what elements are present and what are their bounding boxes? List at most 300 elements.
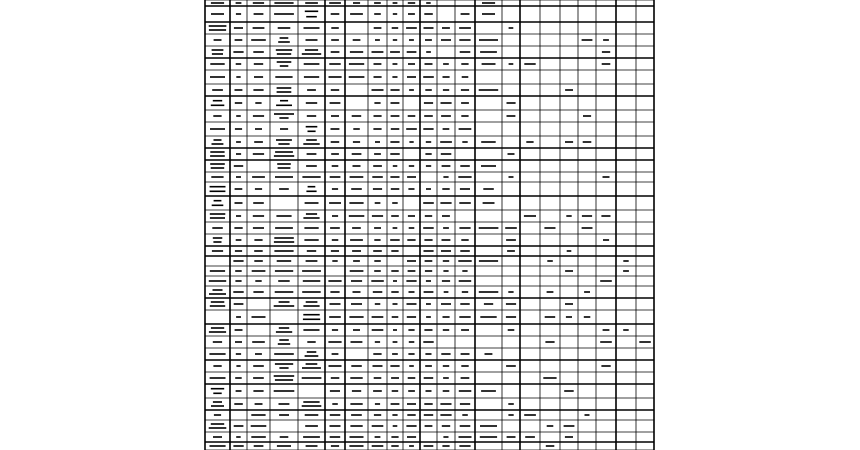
illegible-cell-text (306, 260, 318, 262)
illegible-cell-text (279, 367, 288, 369)
illegible-cell-text (442, 445, 449, 447)
illegible-cell-text (236, 436, 241, 438)
illegible-cell-text (564, 390, 574, 392)
illegible-cell-text (547, 260, 553, 262)
illegible-cell-text (409, 291, 415, 293)
illegible-cell-text (374, 13, 381, 15)
illegible-cell-text (461, 102, 469, 104)
illegible-cell-text (408, 63, 415, 65)
illegible-cell-text (350, 270, 364, 272)
illegible-cell-text (392, 390, 399, 392)
illegible-cell-text (305, 355, 319, 357)
illegible-cell-text (461, 365, 468, 367)
illegible-cell-text (407, 403, 416, 405)
illegible-cell-text (582, 215, 592, 217)
illegible-cell-text (307, 115, 316, 117)
illegible-cell-text (462, 141, 467, 143)
illegible-cell-text (235, 202, 243, 204)
illegible-cell-text (391, 89, 400, 91)
illegible-cell-text (582, 227, 593, 229)
illegible-cell-text (374, 227, 381, 229)
illegible-cell-text (392, 27, 399, 29)
illegible-cell-text (372, 176, 383, 178)
illegible-cell-text (308, 131, 316, 133)
illegible-cell-text (441, 153, 452, 155)
illegible-cell-text (507, 115, 516, 117)
illegible-cell-text (444, 291, 449, 293)
illegible-cell-text (392, 76, 397, 78)
illegible-cell-text (509, 176, 514, 178)
illegible-cell-text (233, 291, 243, 293)
illegible-cell-text (255, 353, 262, 355)
illegible-cell-text (391, 102, 400, 104)
illegible-cell-text (330, 425, 341, 427)
illegible-cell-text (210, 270, 225, 272)
illegible-cell-text (332, 165, 339, 167)
illegible-cell-text (353, 141, 360, 143)
illegible-cell-text (275, 291, 294, 293)
illegible-cell-text (459, 227, 470, 229)
illegible-cell-text (425, 353, 431, 355)
illegible-cell-text (461, 377, 470, 379)
illegible-cell-text (393, 165, 398, 167)
illegible-cell-text (350, 51, 363, 53)
illegible-cell-text (459, 280, 472, 282)
illegible-cell-text (307, 351, 317, 353)
illegible-cell-text (442, 27, 450, 29)
illegible-cell-text (302, 270, 321, 272)
illegible-cell-text (352, 250, 361, 252)
illegible-cell-text (508, 291, 513, 293)
illegible-cell-text (212, 143, 224, 145)
illegible-cell-text (509, 27, 514, 29)
illegible-cell-text (352, 153, 362, 155)
illegible-cell-text (352, 390, 361, 392)
illegible-cell-text (351, 365, 362, 367)
illegible-cell-text (443, 390, 450, 392)
illegible-cell-text (406, 280, 416, 282)
illegible-cell-text (507, 250, 515, 252)
illegible-cell-text (601, 215, 610, 217)
illegible-cell-text (353, 329, 360, 331)
illegible-cell-text (374, 76, 382, 78)
illegible-cell-text (442, 425, 450, 427)
illegible-cell-text (585, 414, 590, 416)
illegible-cell-text (426, 165, 431, 167)
illegible-cell-text (424, 329, 432, 331)
illegible-cell-text (443, 76, 450, 78)
illegible-cell-text (304, 63, 320, 65)
illegible-cell-text (214, 414, 221, 416)
illegible-cell-text (253, 215, 264, 217)
illegible-cell-text (407, 51, 417, 53)
illegible-cell-text (482, 63, 496, 65)
illegible-cell-text (254, 141, 263, 143)
illegible-cell-text (443, 260, 449, 262)
illegible-cell-text (479, 39, 498, 41)
illegible-cell-text (275, 176, 293, 178)
illegible-cell-text (278, 167, 291, 169)
illegible-cell-text (303, 436, 320, 438)
illegible-cell-text (210, 445, 226, 447)
illegible-cell-text (255, 128, 262, 130)
illegible-cell-text (459, 128, 472, 130)
illegible-cell-text (374, 27, 382, 29)
illegible-cell-text (305, 414, 319, 416)
illegible-cell-text (508, 403, 514, 405)
illegible-cell-text (254, 76, 263, 78)
illegible-cell-text (279, 403, 290, 405)
illegible-cell-text (375, 341, 380, 343)
illegible-cell-text (303, 143, 319, 145)
illegible-cell-text (462, 76, 469, 78)
illegible-cell-text (211, 327, 224, 329)
illegible-cell-text (390, 365, 399, 367)
illegible-cell-text (214, 139, 222, 141)
illegible-cell-text (441, 303, 451, 305)
illegible-cell-text (330, 414, 341, 416)
illegible-cell-text (391, 115, 400, 117)
illegible-cell-text (349, 215, 365, 217)
illegible-cell-text (352, 115, 362, 117)
illegible-cell-text (480, 51, 497, 53)
illegible-cell-text (306, 16, 317, 18)
illegible-cell-text (406, 128, 417, 130)
illegible-cell-text (331, 141, 340, 143)
illegible-cell-text (372, 51, 384, 53)
illegible-cell-text (425, 425, 433, 427)
illegible-cell-text (426, 188, 431, 190)
illegible-cell-text (332, 403, 338, 405)
illegible-cell-text (408, 13, 415, 15)
illegible-cell-text (279, 339, 289, 341)
illegible-cell-text (408, 329, 414, 331)
illegible-cell-text (505, 227, 517, 229)
illegible-cell-text (565, 436, 573, 438)
illegible-cell-text (212, 89, 223, 91)
illegible-cell-text (210, 377, 226, 379)
illegible-cell-text (234, 165, 243, 167)
illegible-cell-text (305, 2, 318, 4)
illegible-cell-text (276, 49, 292, 51)
illegible-cell-text (331, 250, 339, 252)
illegible-cell-text (391, 403, 400, 405)
illegible-cell-text (350, 176, 364, 178)
illegible-cell-text (392, 414, 397, 416)
illegible-cell-text (330, 227, 340, 229)
illegible-cell-text (255, 403, 263, 405)
illegible-cell-text (374, 377, 382, 379)
illegible-cell-text (441, 102, 452, 104)
illegible-cell-text (233, 260, 243, 262)
illegible-cell-text (251, 425, 267, 427)
illegible-cell-text (234, 403, 243, 405)
illegible-cell-text (332, 215, 338, 217)
illegible-cell-text (565, 89, 573, 91)
illegible-cell-text (210, 151, 224, 153)
illegible-cell-text (303, 329, 319, 331)
illegible-cell-text (252, 341, 265, 343)
illegible-cell-text (462, 414, 468, 416)
illegible-cell-text (252, 176, 265, 178)
illegible-cell-text (424, 115, 433, 117)
illegible-cell-text (212, 53, 223, 55)
illegible-cell-text (483, 188, 494, 190)
illegible-cell-text (275, 76, 292, 78)
illegible-cell-text (213, 241, 221, 243)
illegible-cell-text (391, 128, 400, 130)
illegible-cell-text (391, 377, 399, 379)
illegible-cell-text (479, 291, 499, 293)
illegible-cell-text (374, 239, 380, 241)
illegible-cell-text (277, 445, 291, 447)
illegible-cell-text (409, 341, 415, 343)
illegible-cell-text (307, 153, 317, 155)
illegible-cell-text (254, 63, 263, 65)
illegible-cell-text (545, 316, 556, 318)
illegible-cell-text (279, 117, 288, 119)
illegible-cell-text (426, 280, 431, 282)
illegible-cell-text (459, 202, 471, 204)
illegible-cell-text (408, 2, 415, 4)
illegible-cell-text (211, 405, 224, 407)
illegible-cell-text (349, 63, 364, 65)
illegible-cell-text (234, 27, 243, 29)
illegible-cell-text (375, 202, 381, 204)
illegible-cell-text (330, 102, 341, 104)
illegible-cell-text (524, 215, 536, 217)
illegible-cell-text (353, 260, 360, 262)
illegible-cell-text (546, 445, 555, 447)
illegible-cell-text (331, 445, 339, 447)
illegible-cell-text (351, 188, 362, 190)
illegible-cell-text (277, 53, 291, 55)
illegible-cell-text (306, 165, 317, 167)
illegible-cell-text (443, 329, 449, 331)
illegible-cell-text (392, 353, 398, 355)
illegible-cell-text (390, 51, 400, 53)
illegible-cell-text (406, 27, 417, 29)
illegible-cell-text (306, 301, 318, 303)
illegible-cell-text (236, 353, 241, 355)
illegible-cell-text (254, 260, 262, 262)
illegible-cell-text (306, 191, 316, 193)
illegible-cell-text (506, 316, 516, 318)
illegible-cell-text (251, 39, 266, 41)
illegible-cell-text (508, 329, 515, 331)
illegible-cell-text (329, 365, 342, 367)
illegible-cell-text (547, 291, 554, 293)
illegible-cell-text (479, 89, 499, 91)
illegible-cell-text (211, 423, 224, 425)
illegible-cell-text (583, 115, 591, 117)
illegible-cell-text (236, 63, 242, 65)
illegible-cell-text (254, 239, 262, 241)
illegible-cell-text (274, 305, 295, 307)
illegible-cell-text (253, 115, 264, 117)
illegible-cell-text (210, 191, 226, 193)
illegible-cell-text (255, 188, 262, 190)
illegible-cell-text (235, 89, 243, 91)
illegible-cell-text (306, 126, 318, 128)
illegible-cell-text (235, 250, 242, 252)
illegible-cell-text (600, 280, 612, 282)
illegible-cell-text (390, 176, 399, 178)
illegible-cell-text (623, 260, 628, 262)
illegible-cell-text (236, 239, 242, 241)
illegible-cell-text (565, 141, 573, 143)
illegible-cell-text (274, 155, 294, 157)
illegible-cell-text (409, 365, 414, 367)
illegible-cell-text (213, 401, 222, 403)
illegible-cell-text (407, 176, 416, 178)
illegible-cell-text (280, 128, 288, 130)
illegible-cell-text (276, 105, 292, 107)
illegible-cell-text (408, 377, 416, 379)
illegible-cell-text (350, 425, 362, 427)
illegible-cell-text (391, 436, 398, 438)
illegible-cell-text (482, 13, 495, 15)
illegible-cell-text (461, 89, 469, 91)
illegible-cell-text (406, 425, 416, 427)
illegible-cell-text (253, 153, 264, 155)
illegible-cell-text (331, 39, 339, 41)
illegible-cell-text (213, 341, 222, 343)
illegible-cell-text (353, 2, 360, 4)
illegible-cell-text (278, 280, 290, 282)
illegible-cell-text (425, 89, 432, 91)
illegible-cell-text (567, 250, 572, 252)
illegible-cell-text (211, 388, 224, 390)
illegible-cell-text (306, 39, 318, 41)
illegible-cell-text (426, 51, 431, 53)
illegible-cell-text (424, 102, 433, 104)
illegible-cell-text (210, 217, 225, 219)
illegible-cell-text (236, 115, 241, 117)
illegible-cell-text (423, 202, 434, 204)
illegible-cell-text (393, 303, 398, 305)
illegible-cell-text (566, 316, 572, 318)
illegible-cell-text (210, 155, 225, 157)
illegible-cell-text (390, 239, 400, 241)
illegible-cell-text (392, 316, 399, 318)
illegible-cell-text (583, 141, 592, 143)
illegible-cell-text (275, 270, 293, 272)
illegible-cell-text (252, 270, 266, 272)
illegible-cell-text (408, 115, 416, 117)
illegible-cell-text (209, 29, 226, 31)
illegible-cell-text (584, 291, 590, 293)
illegible-cell-text (254, 250, 263, 252)
illegible-cell-text (373, 128, 381, 130)
illegible-cell-text (373, 390, 382, 392)
illegible-cell-text (374, 63, 382, 65)
illegible-cell-text (390, 153, 399, 155)
illegible-cell-text (424, 27, 434, 29)
illegible-cell-text (210, 63, 224, 65)
illegible-cell-text (305, 202, 319, 204)
illegible-cell-text (443, 377, 449, 379)
illegible-cell-text (278, 27, 291, 29)
illegible-cell-text (460, 51, 471, 53)
illegible-cell-text (274, 113, 294, 115)
illegible-cell-text (407, 76, 416, 78)
illegible-cell-text (279, 327, 289, 329)
illegible-cell-text (480, 316, 496, 318)
illegible-cell-text (251, 436, 265, 438)
illegible-cell-text (280, 65, 289, 67)
illegible-cell-text (408, 270, 416, 272)
illegible-cell-text (442, 280, 450, 282)
illegible-cell-text (424, 13, 433, 15)
illegible-cell-text (332, 260, 337, 262)
illegible-cell-text (349, 445, 363, 447)
illegible-cell-text (235, 128, 242, 130)
illegible-cell-text (373, 365, 383, 367)
illegible-cell-text (275, 379, 293, 381)
illegible-cell-text (274, 13, 294, 15)
illegible-cell-text (480, 425, 497, 427)
illegible-cell-text (306, 213, 317, 215)
illegible-cell-text (330, 390, 340, 392)
illegible-cell-text (373, 165, 382, 167)
illegible-cell-text (443, 63, 449, 65)
illegible-cell-text (423, 76, 434, 78)
illegible-cell-text (280, 436, 289, 438)
illegible-cell-text (582, 39, 593, 41)
illegible-cell-text (443, 128, 450, 130)
illegible-cell-text (329, 316, 341, 318)
illegible-cell-text (274, 390, 295, 392)
illegible-cell-text (461, 353, 470, 355)
illegible-cell-text (391, 270, 398, 272)
illegible-cell-text (584, 316, 591, 318)
illegible-cell-text (211, 167, 225, 169)
illegible-cell-text (409, 141, 413, 143)
illegible-cell-text (211, 2, 224, 4)
illegible-cell-text (601, 365, 610, 367)
illegible-cell-text (426, 303, 431, 305)
illegible-cell-text (209, 25, 227, 27)
illegible-cell-text (393, 329, 397, 331)
illegible-cell-text (275, 363, 293, 365)
illegible-cell-text (460, 425, 471, 427)
illegible-cell-text (425, 270, 432, 272)
illegible-cell-text (391, 215, 399, 217)
illegible-cell-text (236, 76, 240, 78)
illegible-cell-text (276, 215, 291, 217)
illegible-cell-text (483, 202, 495, 204)
illegible-cell-text (374, 102, 380, 104)
illegible-cell-text (479, 227, 499, 229)
illegible-cell-text (253, 89, 263, 91)
illegible-cell-text (425, 39, 432, 41)
illegible-cell-text (373, 250, 382, 252)
illegible-cell-text (274, 353, 294, 355)
illegible-cell-text (302, 377, 322, 379)
illegible-cell-text (277, 87, 292, 89)
illegible-cell-text (524, 63, 535, 65)
illegible-cell-text (210, 163, 225, 165)
illegible-cell-text (391, 188, 400, 190)
illegible-cell-text (349, 202, 363, 204)
illegible-cell-text (211, 105, 225, 107)
illegible-cell-text (623, 270, 629, 272)
illegible-cell-text (372, 316, 384, 318)
illegible-cell-text (331, 89, 339, 91)
illegible-cell-text (372, 215, 383, 217)
illegible-cell-text (254, 445, 264, 447)
